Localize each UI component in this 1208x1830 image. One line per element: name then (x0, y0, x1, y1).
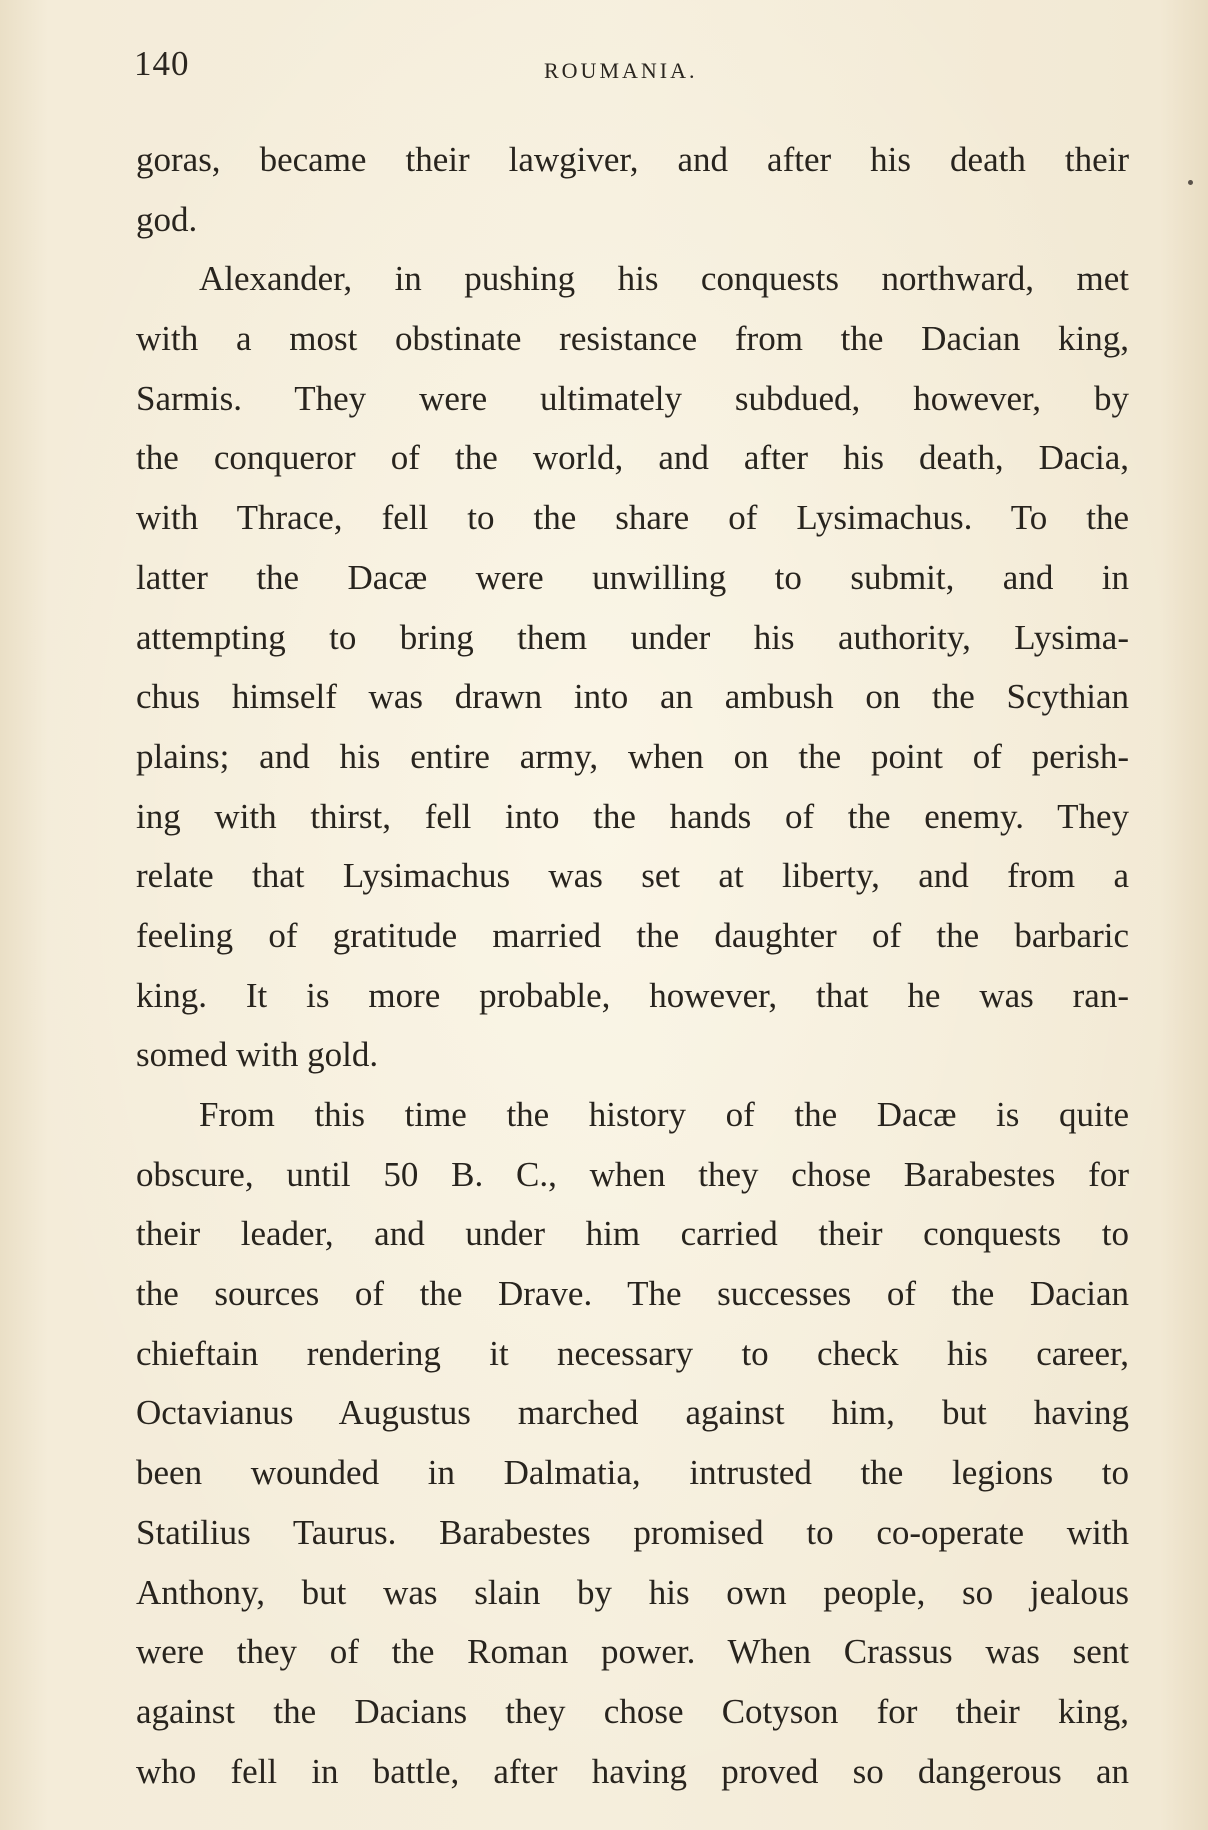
text-line: somed with gold. (136, 1035, 379, 1075)
text-line: chieftain rendering it necessary to check his career, (136, 1333, 1129, 1373)
text-line: ing with thirst, fell into the hands of the enemy. They (136, 796, 1129, 836)
text-line: Statilius Taurus. Barabestes promised to co-operate with (136, 1512, 1129, 1552)
ink-speck (1188, 180, 1193, 185)
text-line: been wounded in Dalmatia, intrusted the legions to (136, 1453, 1129, 1493)
text-line: feeling of gratitude married the daughter of the barbaric (136, 915, 1129, 955)
page-number: 140 (134, 44, 190, 83)
running-head: ROUMANIA. (544, 58, 698, 83)
text-line: latter the Dacæ were unwilling to submit, and in (136, 557, 1129, 597)
text-line: their leader, and under him carried their conquests to (136, 1214, 1129, 1254)
text-line: goras, became their lawgiver, and after his death their (136, 140, 1129, 179)
text-line: Alexander, in pushing his conquests northward, met (199, 259, 1129, 299)
text-line: plains; and his entire army, when on the point of perish- (136, 736, 1129, 776)
text-line: attempting to bring them under his authority, Lysima- (136, 617, 1129, 657)
text-line: the conqueror of the world, and after his death, Dacia, (136, 438, 1129, 478)
page-header (134, 44, 1134, 94)
text-line: king. It is more probable, however, that he was ran- (136, 975, 1129, 1015)
text-line: chus himself was drawn into an ambush on the Scythian (136, 677, 1129, 717)
text-line: obscure, until 50 B. C., when they chose Barabestes for (136, 1154, 1129, 1194)
text-line: god. (136, 199, 198, 239)
text-line: Anthony, but was slain by his own people, so jealous (136, 1572, 1129, 1612)
text-line: with a most obstinate resistance from the Dacian king, (136, 319, 1129, 359)
text-line: who fell in battle, after having proved so dangerous an (136, 1751, 1129, 1791)
text-line: with Thrace, fell to the share of Lysimachus. To the (136, 498, 1129, 538)
text-line: were they of the Roman power. When Crassus was sent (136, 1632, 1129, 1672)
text-line: From this time the history of the Dacæ is quite (199, 1095, 1129, 1134)
text-line: the sources of the Drave. The successes of the Dacian (136, 1274, 1129, 1314)
text-line: Sarmis. They were ultimately subdued, however, by (136, 378, 1129, 418)
text-line: relate that Lysimachus was set at liberty, and from a (136, 856, 1129, 896)
text-line: against the Dacians they chose Cotyson for their king, (136, 1691, 1129, 1731)
body-text (136, 130, 1129, 1801)
text-line: Octavianus Augustus marched against him, but having (136, 1393, 1129, 1433)
